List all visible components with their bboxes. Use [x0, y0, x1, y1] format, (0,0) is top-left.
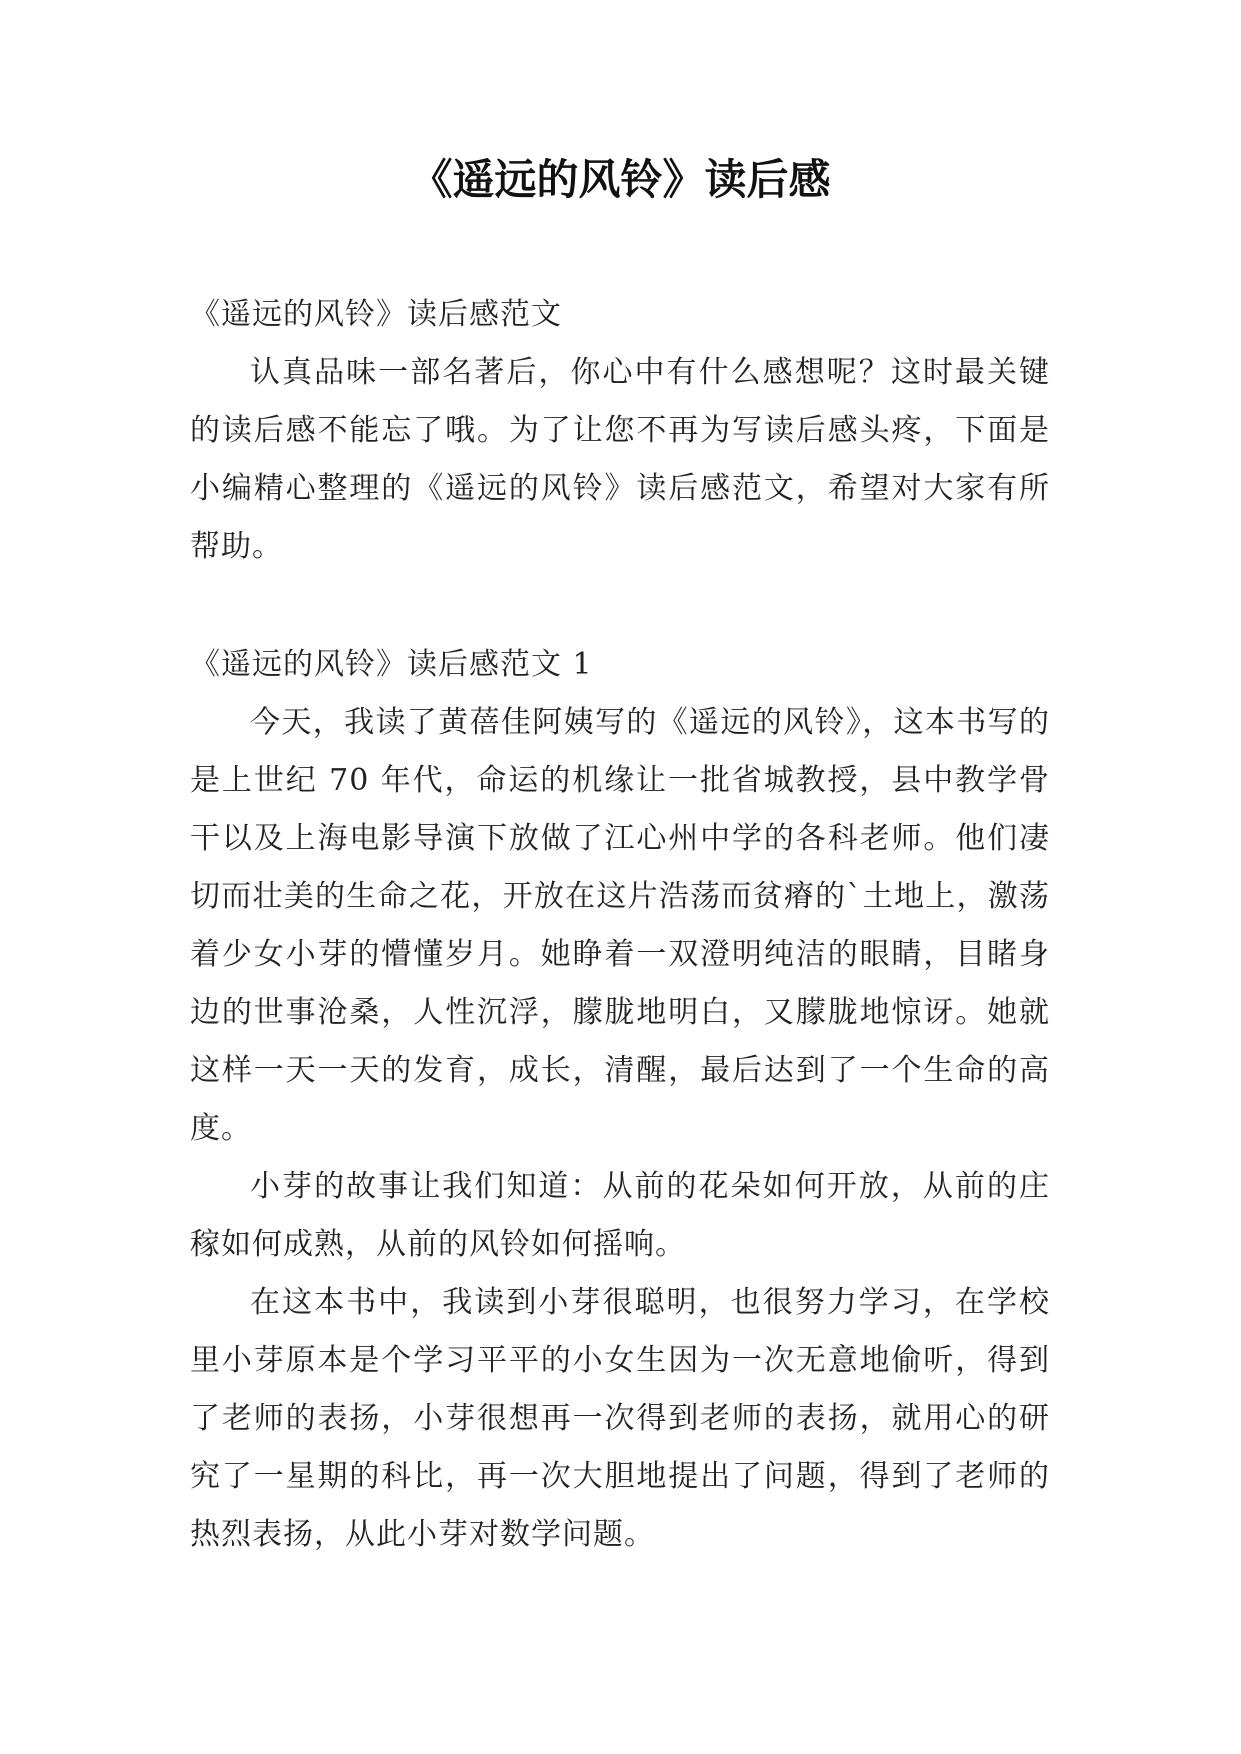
essay-1-heading: 《遥远的风铃》读后感范文 1	[190, 647, 593, 682]
intro-paragraph: 认真品味一部名著后，你心中有什么感想呢？这时最关键的读后感不能忘了哦。为了让您不再为写读后感头疼，下面是小编精心整理的《遥远的风铃》读后感范文，希望对大家有所帮助。	[190, 355, 1050, 564]
essay-1-paragraph-1: 今天，我读了黄蓓佳阿姨写的《遥远的风铃》，这本书写的是上世纪 70 年代，命运的机缘让一批省城教授，县中教学骨干以及上海电影导演下放做了江心州中学的各科老师。他们凄切而壮美的生命之花，开放在这片浩荡而贫瘠的`土地上，激荡着少女小芽的懵懂岁月。她睁着一双澄明纯洁的眼睛，目睹身边的世事沧桑，人性沉浮，朦胧地明白，又朦胧地惊讶。她就这样一天一天的发育，成长，清醒，最后达到了一个生命的高度。	[190, 705, 1050, 1146]
document-title: 《遥远的风铃》读后感	[410, 155, 831, 204]
intro-section	[190, 286, 1050, 576]
intro-heading: 《遥远的风铃》读后感范文	[190, 297, 562, 332]
essay-1-paragraph-2: 小芽的故事让我们知道：从前的花朵如何开放，从前的庄稼如何成熟，从前的风铃如何摇响。	[190, 1169, 1050, 1262]
essay-1-paragraph-3: 在这本书中，我读到小芽很聪明，也很努力学习，在学校里小芽原本是个学习平平的小女生因为一次无意地偷听，得到了老师的表扬，小芽很想再一次得到老师的表扬，就用心的研究了一星期的科比，再一次大胆地提出了问题，得到了老师的热烈表扬，从此小芽对数学问题。	[190, 1285, 1050, 1552]
essay-1-section	[190, 636, 1050, 1564]
